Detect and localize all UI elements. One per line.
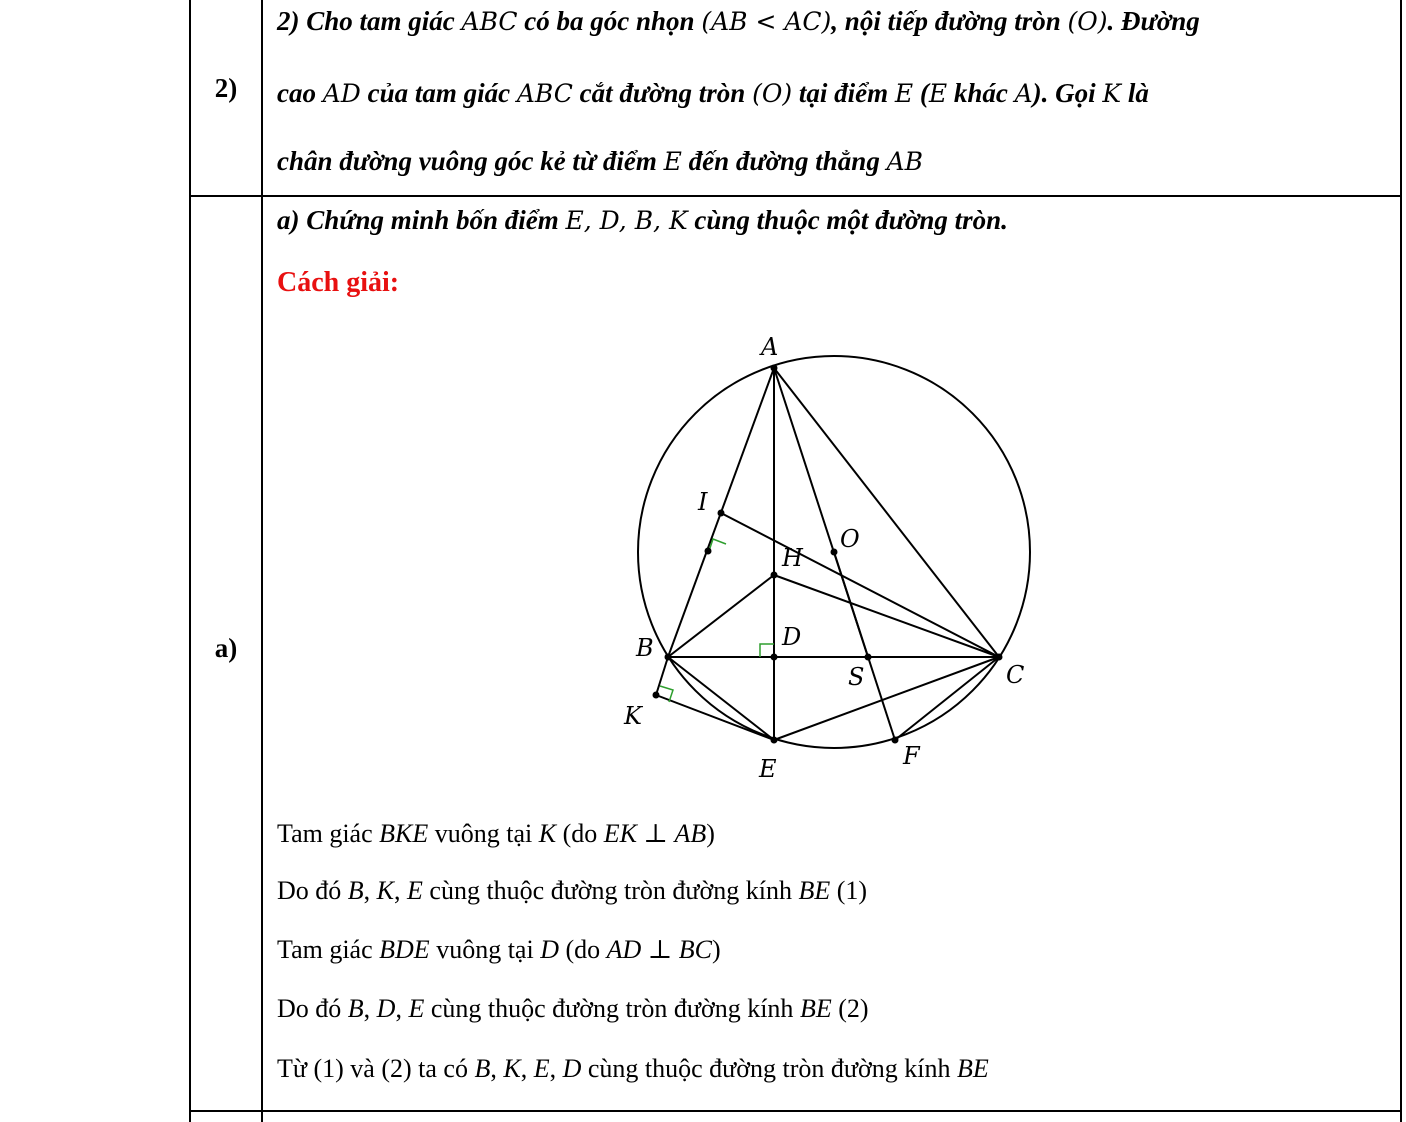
segment-ec [774,657,999,740]
problem-line-1: 2) Cho tam giác ABC có ba góc nhọn (AB < AC), nội tiếp đường tròn (O). Đường [277,6,1200,36]
label-c: C [1006,661,1025,689]
solution-line-1: Tam giác BKE vuông tại K (do EK ⊥ AB) [277,819,715,848]
segment-be [668,657,774,740]
point-k [653,692,660,699]
segment-of [834,552,895,740]
label-b: B [636,634,654,662]
right-angle-mark-i [709,539,726,551]
solution-line-4: Do đó B, D, E cùng thuộc đường tròn đường kính BE (2) [277,994,869,1023]
label-s: S [848,663,865,691]
segment-as [774,368,868,657]
solution-heading: Cách giải: [277,267,400,298]
problem-line-3: chân đường vuông góc kẻ từ điểm E đến đường thẳng AB [277,146,924,176]
label-h: H [782,544,803,572]
point-b [665,654,672,661]
segment-ke [656,695,774,740]
solution-line-5: Từ (1) và (2) ta có B, K, E, D cùng thuộc đường tròn đường kính BE [277,1054,989,1083]
segment-ci [721,513,999,657]
point-e [771,737,778,744]
table-right-border [1400,0,1402,1122]
label-d: D [782,623,802,651]
segment-kb [656,657,668,695]
point-f [892,737,899,744]
table-left-border [189,0,191,1122]
solution-line-3: Tam giác BDE vuông tại D (do AD ⊥ BC) [277,935,721,964]
row-label-a: a) [214,633,238,663]
part-a-title: a) Chứng minh bốn điểm E, D, B, K cùng thuộc một đường tròn. [277,205,1008,235]
point-d [771,654,778,661]
point-i [718,510,725,517]
row-divider-bottom [189,1110,1402,1112]
solution-line-2: Do đó B, K, E cùng thuộc đường tròn đường kính BE (1) [277,876,868,905]
circle-o [638,356,1030,748]
label-a: A [761,333,779,361]
point-o [831,549,838,556]
point-a [771,365,778,372]
segment-fc [895,657,999,740]
label-f: F [903,742,920,770]
label-k: K [624,702,642,730]
row-divider-top [189,195,1402,197]
segment-hc [774,575,999,657]
point-h [771,572,778,579]
row-label-2: 2) [214,73,238,103]
problem-line-2: cao AD của tam giác ABC cắt đường tròn (O) tại điểm E (E khác A). Gọi K là [277,78,1149,108]
point-foot-c [705,548,712,555]
point-c [996,654,1003,661]
right-angle-mark-k [660,686,673,702]
right-angle-mark-d [760,644,774,657]
label-o: O [840,525,860,553]
label-i: I [698,488,708,516]
segment-ab [668,368,774,657]
segment-ac [774,368,999,657]
table-column-divider [261,0,263,1122]
label-e: E [759,755,777,783]
point-s [865,654,872,661]
segment-bh [668,575,774,657]
